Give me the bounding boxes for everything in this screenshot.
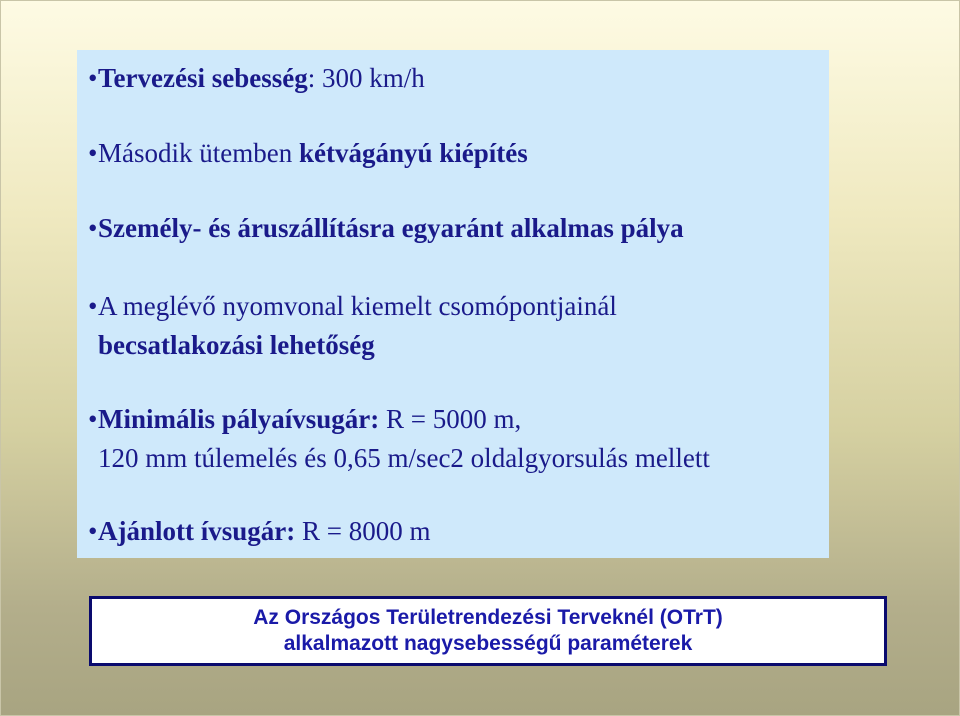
bullet-icon: • [88, 516, 98, 546]
bullet-icon: • [88, 138, 98, 168]
bullet-normal-text: Második ütemben [98, 138, 299, 168]
bullet-bold-text: Ajánlott ívsugár: [98, 516, 296, 546]
bullet-bold-text: becsatlakozási lehetőség [98, 330, 375, 360]
bullet-icon: • [88, 291, 98, 321]
otrt-notice-box [89, 596, 887, 666]
bullet-mixed-traffic [88, 213, 684, 243]
bullet-icon: • [88, 63, 98, 93]
bullet-normal-text: : 300 km/h [307, 63, 425, 93]
bullet-bold-text: Tervezési sebesség [98, 63, 308, 93]
notice-line-2: alkalmazott nagysebességű paraméterek [283, 632, 693, 655]
bullet-recommended-radius [88, 516, 431, 546]
bullet-normal-text: A meglévő nyomvonal kiemelt csomópontjainál [98, 291, 617, 321]
bullet-design-speed [88, 63, 425, 93]
bullet-second-phase [88, 138, 528, 168]
bullet-bold-text: Minimális pályaívsugár: [98, 404, 380, 434]
bullet-bold-text: Személy- és áruszállításra egyaránt alkalmas pálya [98, 213, 684, 243]
bullet-normal-text: R = 8000 m [295, 516, 431, 546]
bullet-normal-text: R = 5000 m, [379, 404, 522, 434]
bullet-icon: • [88, 213, 98, 243]
bullet-existing-line-continuation [98, 330, 375, 360]
bullet-min-radius-continuation [98, 443, 710, 473]
content-panel [77, 50, 829, 558]
bullet-bold-text: kétvágányú kiépítés [298, 138, 528, 168]
bullet-normal-text: 120 mm túlemelés és 0,65 m/sec2 oldalgyorsulás mellett [98, 443, 710, 473]
bullet-icon: • [88, 404, 98, 434]
bullet-existing-line [88, 291, 617, 321]
notice-line-1: Az Országos Területrendezési Terveknél (OTrT) [253, 606, 723, 629]
bullet-min-radius [88, 404, 521, 434]
